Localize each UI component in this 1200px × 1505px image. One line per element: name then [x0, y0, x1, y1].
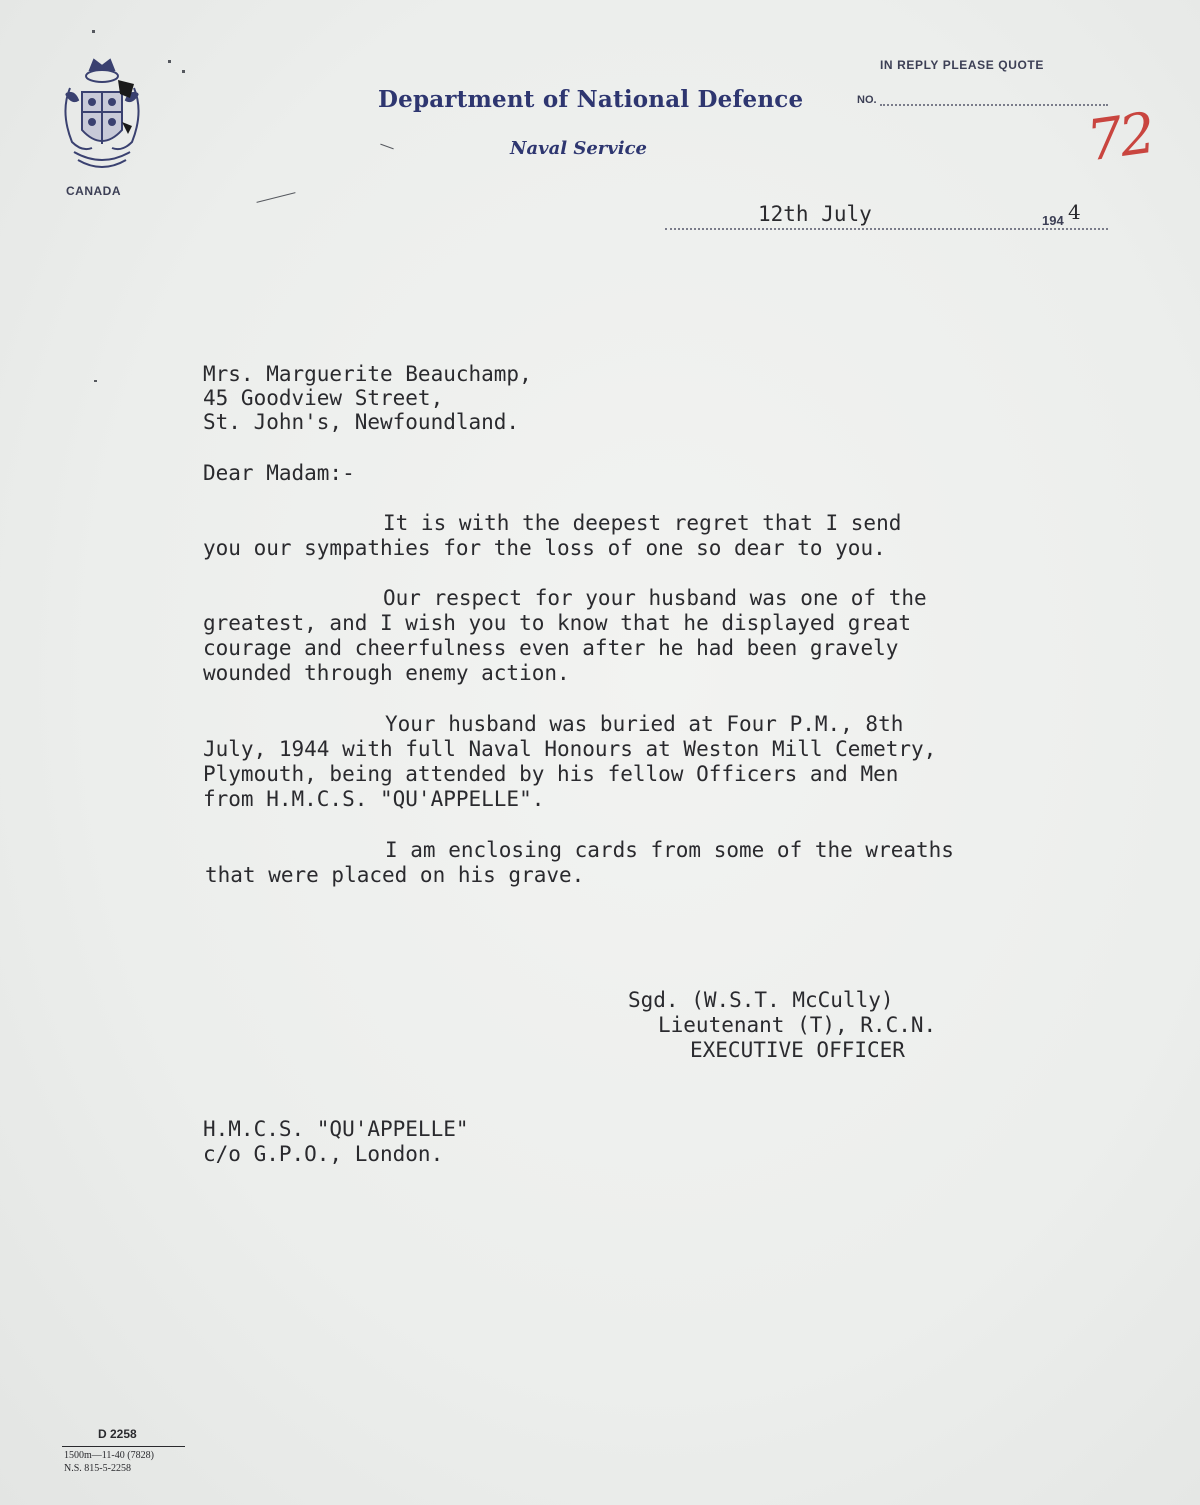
pencil-stroke — [256, 192, 295, 203]
signature-name: Sgd. (W.S.T. McCully) — [628, 988, 894, 1012]
body-p3-line-4: from H.M.C.S. "QU'APPELLE". — [203, 787, 545, 811]
body-p1-line-2: you our sympathies for the loss of one so dear to you. — [203, 536, 886, 560]
body-p2-line-4: wounded through enemy action. — [203, 661, 570, 685]
body-p3-line-3: Plymouth, being attended by his fellow Officers and Men — [203, 762, 899, 786]
signature-title: EXECUTIVE OFFICER — [690, 1038, 905, 1062]
form-code: D 2258 — [98, 1427, 137, 1441]
paper-speck — [94, 380, 97, 382]
addressee-line-1: Mrs. Marguerite Beauchamp, — [203, 362, 532, 386]
body-p2-line-2: greatest, and I wish you to know that he displayed great — [203, 611, 912, 635]
sender-ship: H.M.C.S. "QU'APPELLE" — [203, 1117, 469, 1141]
reply-label: IN REPLY PLEASE QUOTE — [880, 58, 1044, 72]
department-title: Department of National Defence — [378, 86, 804, 113]
service-subtitle: Naval Service — [510, 138, 647, 159]
paper-speck — [168, 60, 171, 63]
body-p4-line-2: that were placed on his grave. — [205, 863, 585, 887]
reference-no-line — [880, 104, 1108, 106]
body-p2-line-1: Our respect for your husband was one of the — [383, 586, 927, 610]
date-line — [665, 228, 1108, 230]
salutation: Dear Madam:- — [203, 461, 355, 485]
pencil-stroke — [380, 144, 393, 150]
body-p3-line-1: Your husband was buried at Four P.M., 8th — [385, 712, 904, 736]
date-day-month: 12th July — [758, 202, 872, 226]
coat-of-arms-icon — [52, 52, 152, 182]
reference-no-label: NO. — [857, 94, 877, 106]
addressee-line-2: 45 Goodview Street, — [203, 386, 444, 410]
paper-speck — [182, 70, 185, 73]
print-code-line-1: 1500m—11-40 (7828) — [64, 1450, 154, 1461]
country-label: CANADA — [66, 184, 121, 198]
date-year-prefix: 194 — [1042, 213, 1064, 228]
body-p2-line-3: courage and cheerfulness even after he had been gravely — [203, 636, 899, 660]
signature-rank: Lieutenant (T), R.C.N. — [658, 1013, 937, 1037]
sender-address: c/o G.P.O., London. — [203, 1142, 444, 1166]
body-p4-line-1: I am enclosing cards from some of the wreaths — [385, 838, 954, 862]
date-year-suffix: 4 — [1068, 200, 1081, 224]
print-code-line-2: N.S. 815-5-2258 — [64, 1463, 131, 1474]
paper-speck — [92, 30, 95, 33]
body-p1-line-1: It is with the deepest regret that I send — [383, 511, 902, 535]
footer-rule — [62, 1446, 185, 1447]
addressee-line-3: St. John's, Newfoundland. — [203, 410, 520, 434]
handwritten-reference: 72 — [1083, 100, 1157, 175]
body-p3-line-2: July, 1944 with full Naval Honours at Weston Mill Cemetry, — [203, 737, 937, 761]
